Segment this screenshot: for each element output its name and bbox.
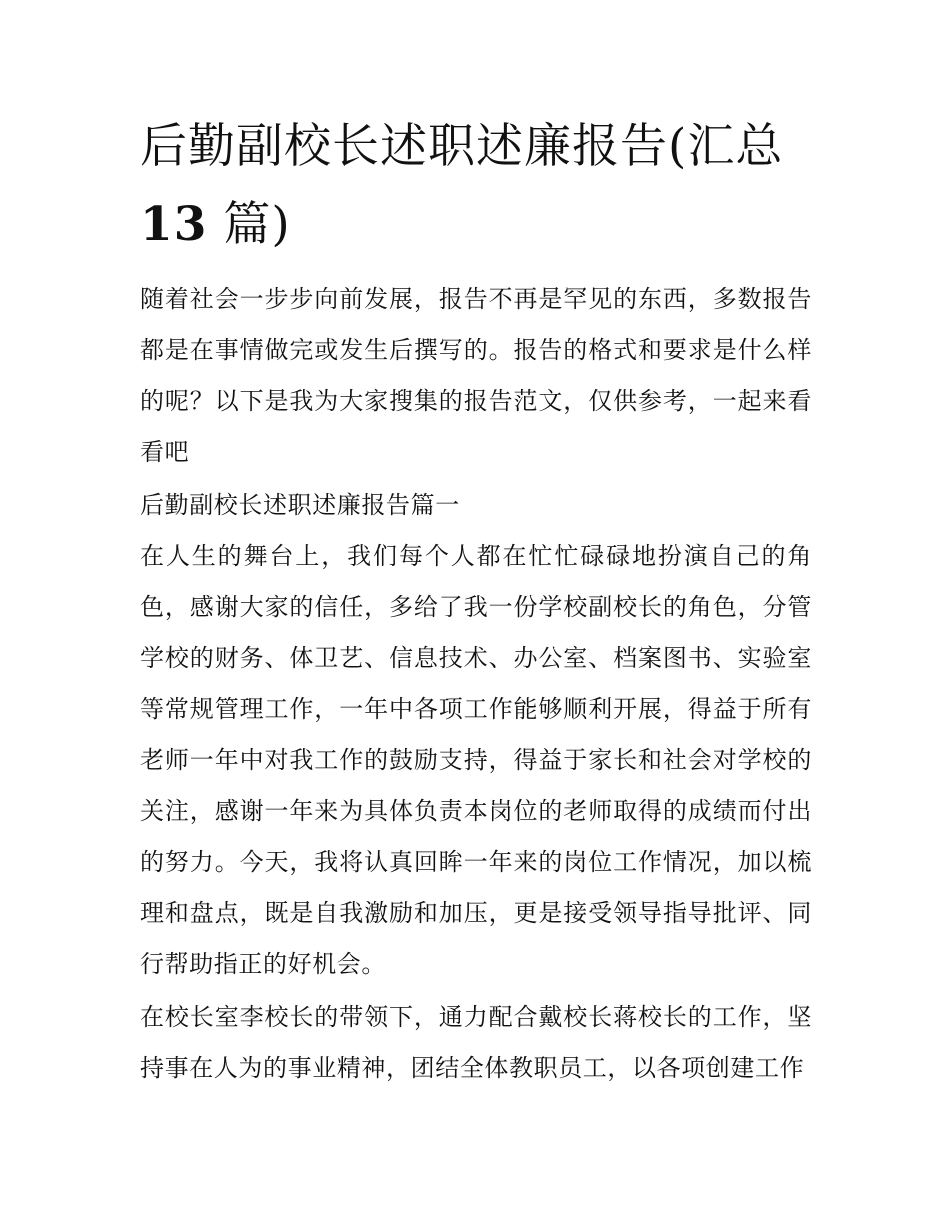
body-paragraph: 在校长室李校长的带领下，通力配合戴校长蒋校长的工作，坚持事在人为的事业精神，团结全体教职员工，以各项创建工作 [140,1003,812,1082]
body-paragraph: 在人生的舞台上，我们每个人都在忙忙碌碌地扮演自己的角色，感谢大家的信任，多给了我一份学校副校长的角色，分管学校的财务、体卫艺、信息技术、办公室、档案图书、实验室等常规管理工作，一年中各项工作能够顺利开展，得益于所有老师一年中对我工作的鼓励支持，得益于家长和社会对学校的关注，感谢一年来为具体负责本岗位的老师取得的成绩而付出的努力。今天，我将认真回眸一年来的岗位工作情况，加以梳理和盘点，既是自我激励和加压，更是接受领导指导批评、同行帮助指正的好机会。 [140,542,812,978]
title-line-2: 篇) [207,197,291,252]
intro-paragraph: 随着社会一步步向前发展，报告不再是罕见的东西，多数报告都是在事情做完或发生后撰写的。报告的格式和要求是什么样的呢？以下是我为大家搜集的报告范文，仅供参考，一起来看看吧 [140,285,812,466]
title-count: 13 [140,197,208,252]
document-title [140,108,812,264]
document-page [140,108,812,1096]
document-body [140,274,812,1094]
section-heading: 后勤副校长述职述廉报告篇一 [140,491,460,519]
title-line-1: 后勤副校长述职述廉报告(汇总 [140,119,784,174]
